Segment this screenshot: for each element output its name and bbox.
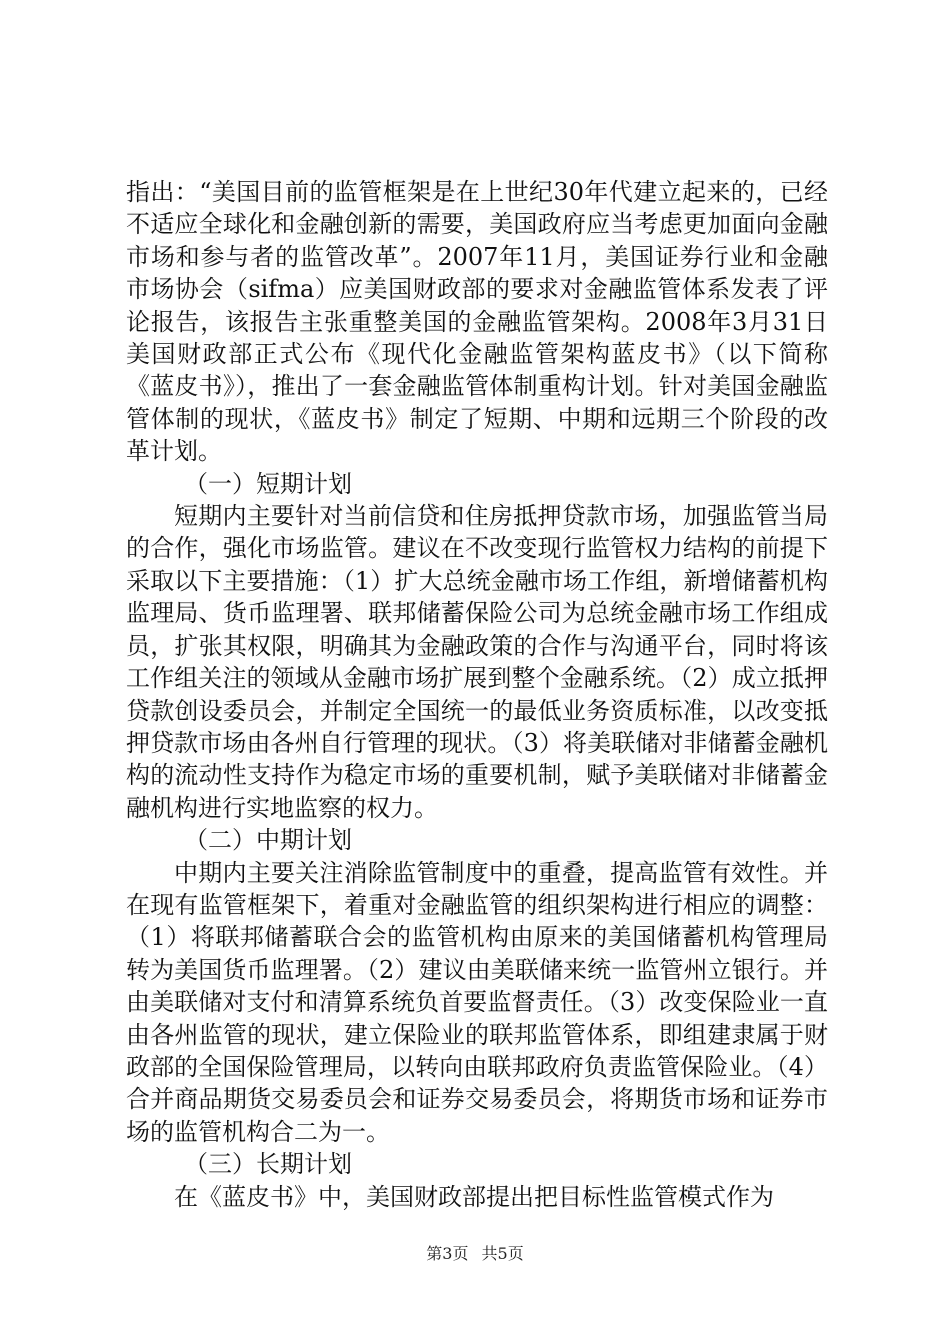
paragraph-mid-term: 中期内主要关注消除监管制度中的重叠，提高监管有效性。并在现有监管框架下，着重对金融监管的组织架构进行相应的调整：（1）将联邦储蓄联合会的监管机构由原来的美国储蓄机构管理局转为美国货币监理署。（2）建议由美联储来统一监管州立银行。并由美联储对支付和清算系统负首要监督责任。（3）改变保险业一直由各州监管的现状，建立保险业的联邦监管体系，即组建隶属于财政部的全国保险管理局，以转向由联邦政府负责监管保险业。（4）合并商品期货交易委员会和证券交易委员会，将期货市场和证券市场的监管机构合二为一。 bbox=[126, 858, 828, 1146]
page-number: 第3页 bbox=[426, 1244, 469, 1263]
page-footer bbox=[0, 1244, 950, 1264]
heading-long-term-plan: （三）长期计划 bbox=[184, 1150, 352, 1179]
paragraph-intro: 指出：“美国目前的监管框架是在上世纪30年代建立起来的，已经不适应全球化和金融创新的需要，美国政府应当考虑更加面向金融市场和参与者的监管改革”。2007年11月，美国证券行业和金融市场协会（sifma）应美国财政部的要求对金融监管体系发表了评论报告，该报告主张重整美国的金融监管架构。2008年3月31日美国财政部正式公布《现代化金融监管架构蓝皮书》（以下简称《蓝皮书》），推出了一套金融监管体制重构计划。针对美国金融监管体制的现状，《蓝皮书》制定了短期、中期和远期三个阶段的改革计划。 bbox=[126, 178, 828, 466]
paragraph-long-term: 在《蓝皮书》中，美国财政部提出把目标性监管模式作为 bbox=[174, 1182, 774, 1211]
paragraph-short-term: 短期内主要针对当前信贷和住房抵押贷款市场，加强监管当局的合作，强化市场监管。建议在不改变现行监管权力结构的前提下采取以下主要措施：（1）扩大总统金融市场工作组，新增储蓄机构监理局、货币监理署、联邦储蓄保险公司为总统金融市场工作组成员，扩张其权限，明确其为金融政策的合作与沟通平台，同时将该工作组关注的领域从金融市场扩展到整个金融系统。（2）成立抵押贷款创设委员会，并制定全国统一的最低业务资质标准，以改变抵押贷款市场由各州自行管理的现状。（3）将美联储对非储蓄金融机构的流动性支持作为稳定市场的重要机制，赋予美联储对非储蓄金融机构进行实地监察的权力。 bbox=[126, 502, 828, 822]
document-body bbox=[126, 176, 828, 1213]
heading-short-term-plan: （一）短期计划 bbox=[184, 469, 352, 498]
page-total: 共5页 bbox=[481, 1244, 524, 1263]
heading-mid-term-plan: （二）中期计划 bbox=[184, 826, 352, 855]
